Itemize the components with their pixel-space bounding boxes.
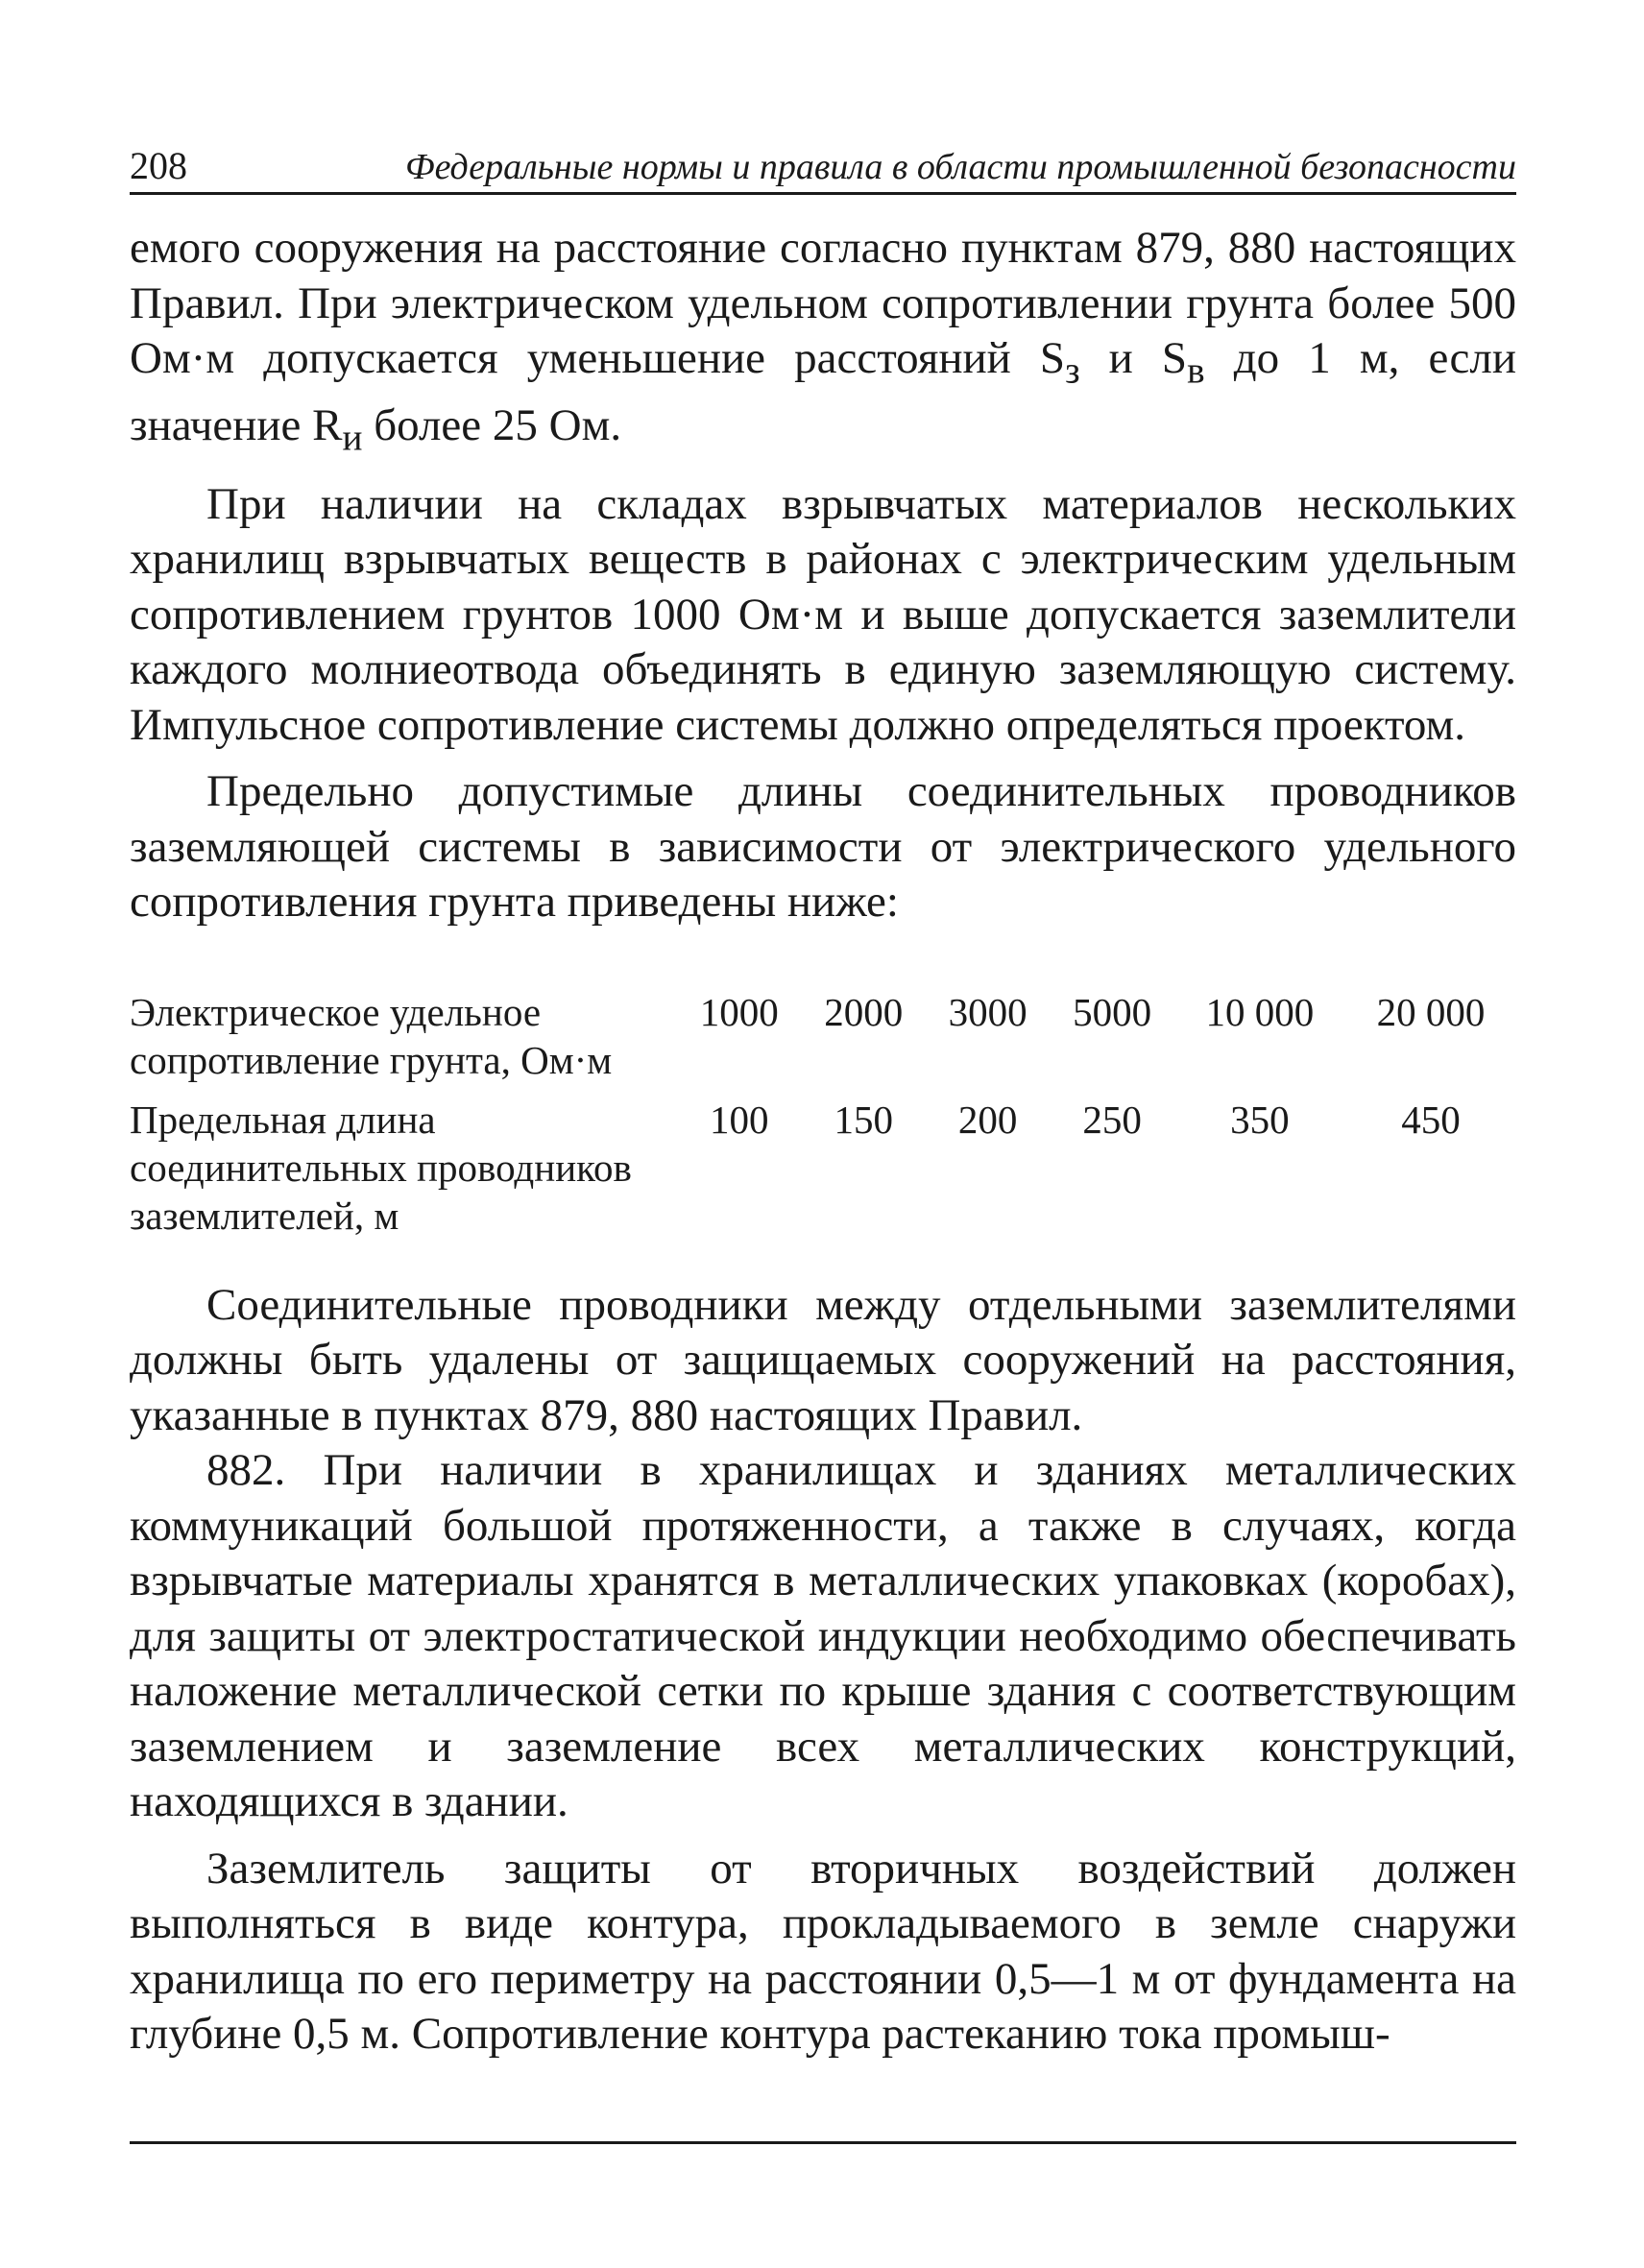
table-cell: 10 000 [1205,989,1315,1034]
conductor-length-table [130,988,1516,1240]
table-cell: 100 [709,1097,769,1142]
table-cell: 150 [834,1097,893,1142]
paragraph-connecting-conductors: Соединительные проводники между отдельными заземлителями должны быть удалены от защищаемых сооружений на расстояния, указанные в пунктах 879, 880 настоящих Правил. [130,1279,1516,1440]
table-row-label: Предельная длина соединительных проводников заземлителей, м [130,1097,632,1238]
table-row-label: Электрическое удельное сопротивление грунта, Ом·м [130,989,613,1082]
table-row [130,1084,1516,1240]
paragraph-secondary-protection: Заземлитель защиты от вторичных воздействий должен выполняться в виде контура, прокладываемого в земле снаружи хранилища по его периметру на расстоянии 0,5—1 м от фундамента на глубине 0,5 м. Сопротивление контура растеканию тока промыш- [130,1843,1516,2060]
table-cell: 200 [957,1097,1018,1142]
table-cell: 450 [1401,1097,1461,1142]
table-row [130,988,1516,1084]
footer-divider [130,2141,1516,2144]
page-header [130,146,1516,195]
body-text [130,221,1516,2063]
paragraph-882: 882. При наличии в хранилищах и зданиях металлических коммуникаций большой протяженности, а также в случаях, когда взрывчатые материалы хранятся в металлических упаковках (коробах), для защиты от электростатической индукции необходимо обеспечивать наложение металлической сетки по крыше здания с соответствующим заземлением и заземление всех металлических конструкций, находящихся в здании. [130,1445,1516,1827]
table-cell: 250 [1082,1097,1142,1142]
table-cell: 3000 [948,989,1028,1034]
paragraph-table-intro: Предельно допустимые длины соединительных проводников заземляющей системы в зависимости от электрического удельного сопротивления грунта приведены ниже: [130,766,1516,928]
table-cell: 20 000 [1376,989,1486,1034]
page-number: 208 [130,144,187,187]
table-cell: 2000 [824,989,904,1034]
paragraph-grounding-systems: При наличии на складах взрывчатых материалов нескольких хранилищ взрывчатых веществ в районах с электрическим удельным сопротивлением грунтов 1000 Ом·м и выше допускается заземлители каждого молниеотвода объединять в единую заземляющую систему. Импульсное сопротивление системы должно определяться проектом. [130,478,1516,750]
table-cell: 350 [1230,1097,1290,1142]
table-cell: 5000 [1073,989,1152,1034]
running-title: Федеральные нормы и правила в области промышленной безопасности [405,147,1516,187]
table-cell: 1000 [699,989,779,1034]
paragraph-continuation: емого сооружения на расстояние согласно пунктам 879, 880 настоящих Правил. При электрическом удельном сопротивлении грунта более 500 Ом·м допускается уменьшение расстояний $S_з$ и $S_в$ до 1 м, если значение $R_и$ более 25 Ом. [130,223,1516,459]
